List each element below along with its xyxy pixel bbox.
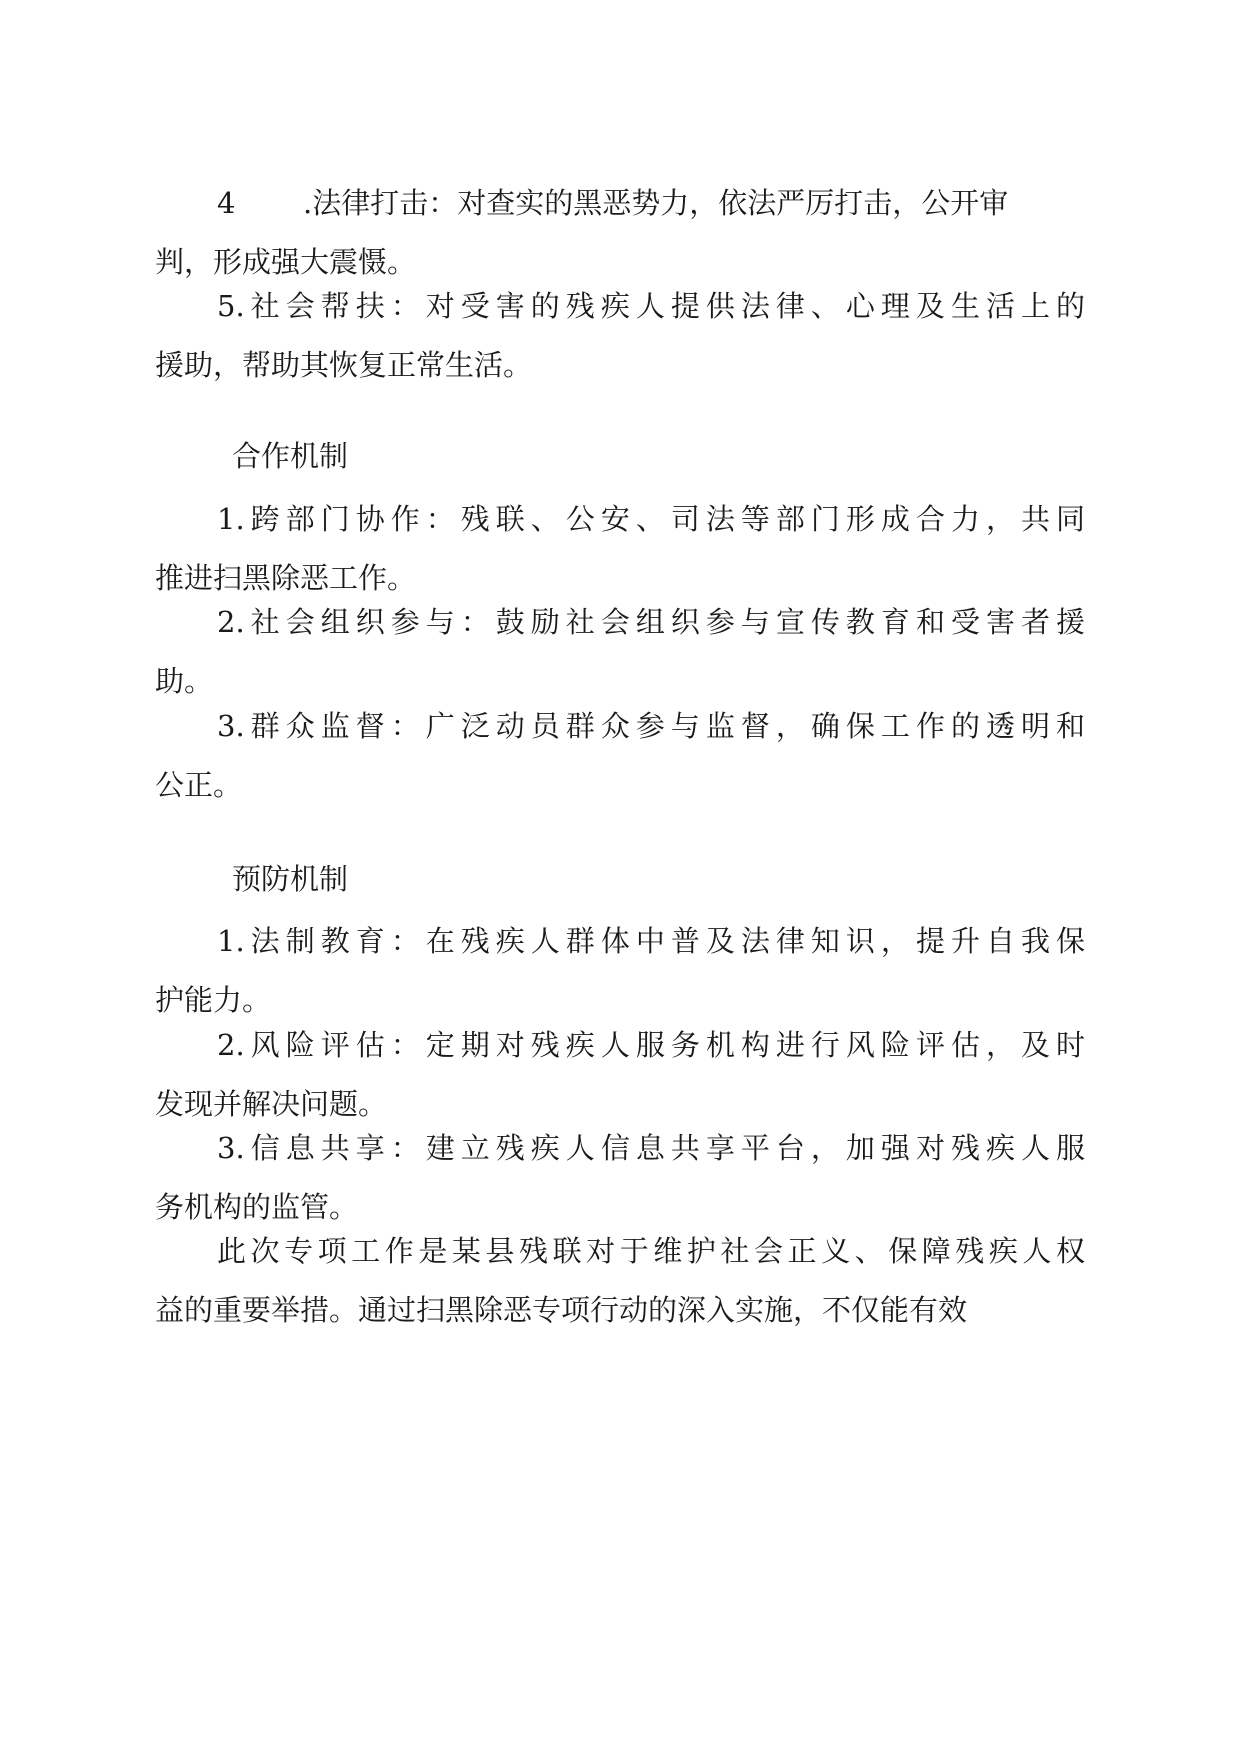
prevention-item-2-line-1: 2.风险评估：定期对残疾人服务机构进行风险评估，及时 <box>217 1028 1085 1062</box>
prevention-item-3 <box>155 1119 1085 1237</box>
item-number: 4 <box>217 186 236 220</box>
cooperation-heading: 合作机制 <box>232 439 349 473</box>
law-item-5 <box>155 277 1085 395</box>
cooperation-item-3 <box>155 697 1085 815</box>
prevention-heading: 预防机制 <box>232 862 349 896</box>
law-item-5-line-2: 援助，帮助其恢复正常生活。 <box>155 348 533 382</box>
prevention-item-1 <box>155 912 1085 1030</box>
prevention-item-1-line-2: 护能力。 <box>155 983 272 1017</box>
cooperation-item-1-line-2: 推进扫黑除恶工作。 <box>155 561 417 595</box>
cooperation-item-1-line-1: 1.跨部门协作：残联、公安、司法等部门形成合力，共同 <box>217 502 1085 536</box>
law-item-4-line-1: 4 .法律打击：对查实的黑恶势力，依法严厉打击，公开审 <box>155 174 1085 233</box>
closing-line-2: 益的重要举措。通过扫黑除恶专项行动的深入实施，不仅能有效 <box>155 1293 968 1327</box>
closing-paragraph <box>155 1222 1085 1340</box>
cooperation-item-3-line-2: 公正。 <box>155 768 243 802</box>
law-item-4 <box>155 174 1085 292</box>
prevention-item-1-line-1: 1.法制教育：在残疾人群体中普及法律知识，提升自我保 <box>217 924 1085 958</box>
cooperation-item-2-line-1: 2.社会组织参与：鼓励社会组织参与宣传教育和受害者援 <box>217 605 1085 639</box>
cooperation-item-1 <box>155 490 1085 608</box>
law-item-4-line-2: 判，形成强大震慑。 <box>155 245 417 279</box>
cooperation-item-2-line-2: 助。 <box>155 664 214 698</box>
prevention-item-2-line-2: 发现并解决问题。 <box>155 1087 388 1121</box>
closing-line-1: 此次专项工作是某县残联对于维护社会正义、保障残疾人权 <box>217 1234 1085 1268</box>
cooperation-item-3-line-1: 3.群众监督：广泛动员群众参与监督，确保工作的透明和 <box>217 709 1085 743</box>
prevention-item-3-line-1: 3.信息共享：建立残疾人信息共享平台，加强对残疾人服 <box>217 1131 1085 1165</box>
prevention-item-3-line-2: 务机构的监管。 <box>155 1190 359 1224</box>
cooperation-item-2 <box>155 593 1085 711</box>
prevention-item-2 <box>155 1016 1085 1134</box>
law-item-5-line-1: 5.社会帮扶：对受害的残疾人提供法律、心理及生活上的 <box>155 277 1085 336</box>
item-number: 5 <box>217 289 236 323</box>
